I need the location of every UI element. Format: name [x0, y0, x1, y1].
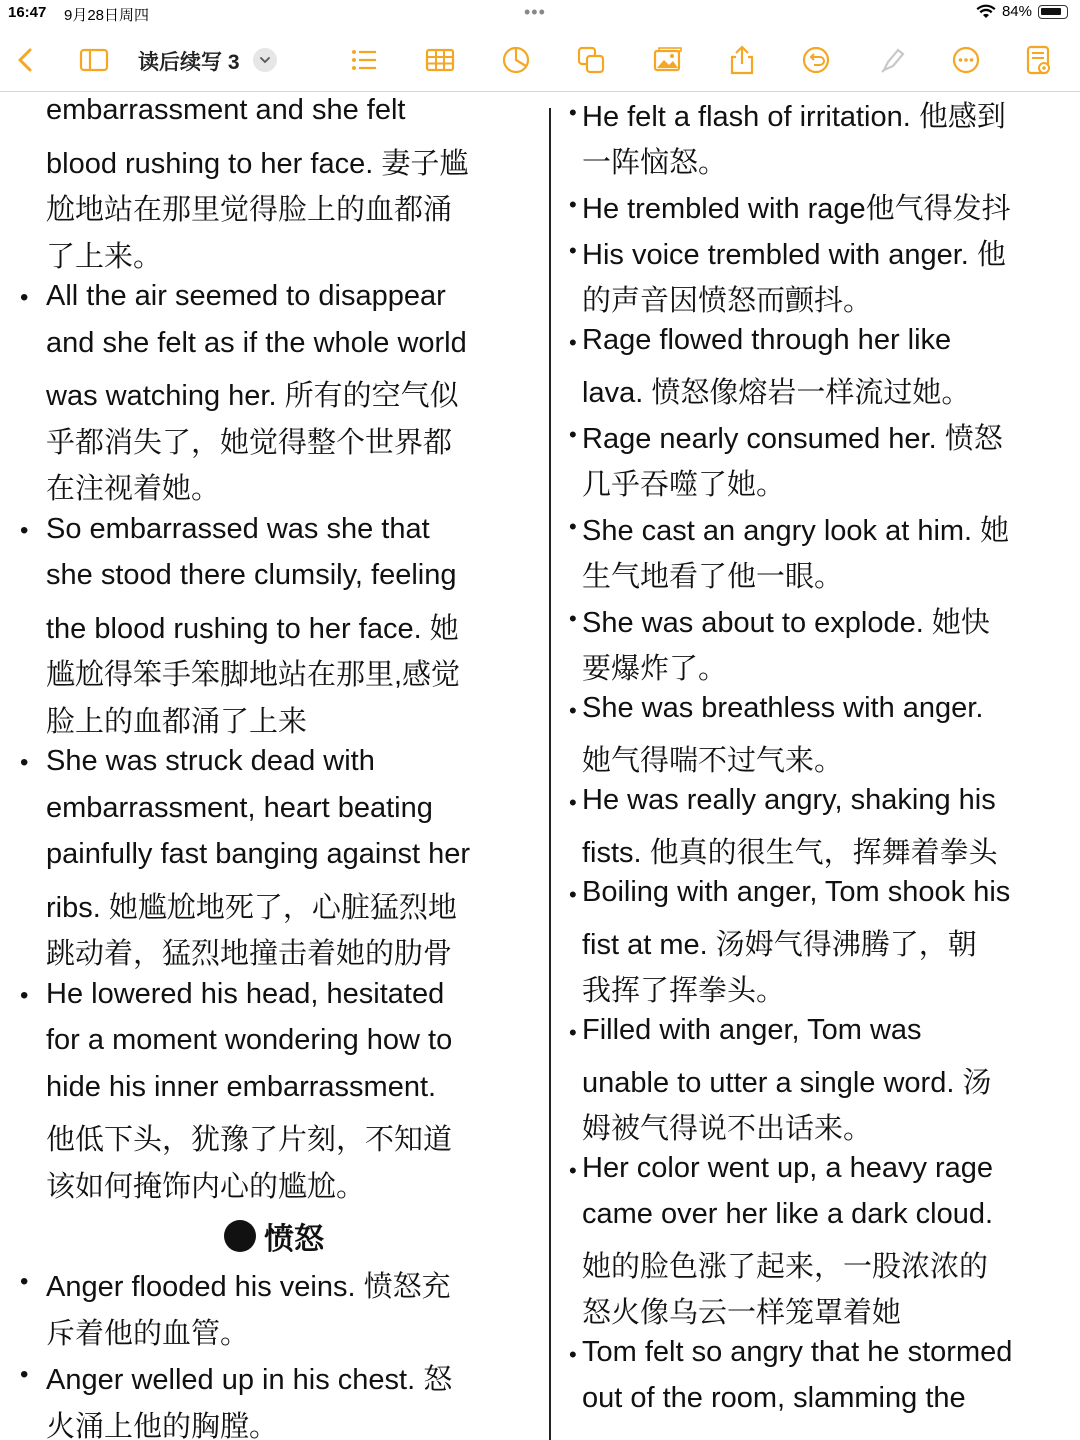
list-item-line: So embarrassed was she that: [46, 512, 430, 545]
list-item-line: she stood there clumsily, feeling: [46, 559, 457, 591]
share-icon[interactable]: [724, 42, 760, 78]
list-item-line: Rage nearly consumed her. 愤怒: [582, 423, 1003, 455]
bullet-point: •: [20, 1268, 29, 1295]
markup-pen-icon[interactable]: [874, 42, 910, 78]
status-right: [976, 3, 1068, 20]
bullet-point: •: [569, 1342, 577, 1367]
note-line: 了上来。: [46, 240, 163, 273]
checklist-icon[interactable]: [346, 42, 382, 78]
list-item-line: came over her like a dark cloud.: [582, 1198, 994, 1230]
status-bar: [0, 0, 1080, 28]
list-item-line: 他低下头，犹豫了片刻，不知道: [46, 1124, 453, 1156]
list-item-line: 的声音因愤怒而颤抖。: [582, 285, 873, 317]
list-item-line: He lowered his head, hesitated: [46, 977, 445, 1010]
list-item-line: fists. 他真的很生气，挥舞着拳头: [582, 837, 998, 869]
list-item-line: Tom felt so angry that he stormed: [582, 1336, 1013, 1368]
list-item-line: Her color went up, a heavy rage: [582, 1152, 994, 1184]
list-item-line: was watching her. 所有的空气似: [46, 380, 459, 412]
bullet-point: •: [569, 1158, 577, 1183]
bullet-point: •: [20, 981, 29, 1009]
left-column: [18, 92, 518, 1440]
black-circle-icon: [224, 1220, 256, 1252]
list-item-line: 脸上的血都涌了上来: [46, 705, 308, 738]
bullet-point: •: [569, 238, 577, 263]
bullet-point: •: [569, 100, 577, 125]
bullet-point: •: [569, 1020, 577, 1045]
list-item-line: 尴尬得笨手笨脚地站在那里,感觉: [46, 659, 461, 691]
bullet-point: •: [569, 790, 577, 815]
note-title[interactable]: 读后续写 3: [138, 51, 240, 74]
table-icon[interactable]: [422, 42, 458, 78]
list-item-line: 她的脸色涨了起来，一股浓浓的: [582, 1251, 989, 1283]
battery-icon: [1038, 5, 1068, 19]
note-line: embarrassment and she felt: [46, 94, 406, 126]
more-options-icon[interactable]: [948, 42, 984, 78]
list-item-line: out of the room, slamming the: [582, 1382, 966, 1414]
list-item-line: 在注视着她。: [46, 473, 221, 505]
list-item-line: 几乎吞噬了她。: [582, 469, 786, 501]
notes-toolbar: [0, 30, 1080, 92]
list-item-line: painfully fast banging against her: [46, 838, 471, 870]
list-item-line: 要爆炸了。: [582, 653, 728, 685]
list-item-line: 跳动着，猛烈地撞击着她的肋骨: [46, 938, 453, 970]
list-item-line: She was struck dead with: [46, 745, 375, 777]
list-item-line: His voice trembled with anger. 他: [582, 239, 1006, 271]
list-item-line: and she felt as if the whole world: [46, 326, 467, 359]
list-item-line: Boiling with anger, Tom shook his: [582, 876, 1011, 908]
list-item-line: Anger welled up in his chest. 怒: [46, 1364, 453, 1396]
column-divider: [549, 108, 551, 1440]
list-item-line: He trembled with rage他气得发抖: [582, 193, 1011, 225]
multitasking-dots-icon[interactable]: •••: [524, 2, 546, 22]
bullet-point: •: [20, 284, 29, 311]
list-item-line: ribs. 她尴尬地死了，心脏猛烈地: [46, 891, 457, 924]
bullet-point: •: [569, 882, 577, 907]
list-item-line: embarrassment, heart beating: [46, 791, 433, 824]
battery-percent: 84%: [1001, 3, 1032, 20]
bullet-point: •: [20, 516, 29, 544]
list-item-line: lava. 愤怒像熔岩一样流过她。: [582, 377, 971, 409]
list-item-line: Anger flooded his veins. 愤怒充: [46, 1271, 451, 1303]
list-item-line: for a moment wondering how to: [46, 1024, 453, 1056]
list-item-line: hide his inner embarrassment.: [46, 1070, 437, 1103]
list-item-line: 她气得喘不过气来。: [582, 745, 844, 777]
list-item-line: He was really angry, shaking his: [582, 784, 996, 816]
list-item-line: 怒火像乌云一样笼罩着她: [582, 1297, 902, 1329]
list-item-line: 生气地看了他一眼。: [582, 561, 844, 593]
list-item-line: 姆被气得说不出话来。: [582, 1113, 873, 1145]
list-item-line: She cast an angry look at him. 她: [582, 515, 1010, 547]
bullet-point: •: [569, 192, 577, 217]
list-item-line: 该如何掩饰内心的尴尬。: [46, 1170, 366, 1203]
right-column: [562, 92, 1062, 1440]
undo-icon[interactable]: [798, 42, 834, 78]
bullet-point: •: [20, 749, 29, 776]
list-item-line: Rage flowed through her like: [582, 324, 952, 356]
bullet-point: •: [20, 1361, 29, 1388]
list-item-line: 我挥了挥拳头。: [582, 975, 786, 1007]
title-chevron-down-icon[interactable]: [253, 48, 277, 72]
list-item-line: 火涌上他的胸膛。: [46, 1410, 279, 1440]
wifi-icon: [976, 4, 996, 20]
list-item-line: 乎都消失了，她觉得整个世界都: [46, 426, 453, 459]
compose-note-icon[interactable]: [1020, 42, 1056, 78]
list-item-line: She was about to explode. 她快: [582, 607, 990, 639]
note-line: blood rushing to her face. 妻子尴: [46, 147, 469, 180]
list-item-line: He felt a flash of irritation. 他感到: [582, 101, 1006, 133]
sidebar-toggle-icon[interactable]: [76, 42, 112, 78]
bullet-point: •: [569, 698, 577, 723]
list-item-line: fist at me. 汤姆气得沸腾了，朝: [582, 929, 977, 961]
bullet-point: •: [569, 330, 577, 355]
bullet-point: •: [569, 422, 577, 447]
back-chevron-icon[interactable]: [8, 42, 44, 78]
section-heading-text: 愤怒: [264, 1223, 324, 1256]
photo-gallery-icon[interactable]: [650, 42, 686, 78]
chart-pie-icon[interactable]: [498, 42, 534, 78]
bullet-point: •: [569, 606, 577, 631]
list-item-line: Filled with anger, Tom was: [582, 1014, 922, 1046]
list-item-line: 斥着他的血管。: [46, 1317, 250, 1350]
status-time: 16:47: [8, 4, 47, 21]
list-item-line: She was breathless with anger.: [582, 692, 984, 724]
status-date: 9月28日周四: [64, 7, 150, 24]
list-item-line: All the air seemed to disappear: [46, 280, 446, 312]
shapes-icon[interactable]: [573, 42, 609, 78]
list-item-line: the blood rushing to her face. 她: [46, 612, 459, 645]
list-item-line: 一阵恼怒。: [582, 147, 728, 179]
note-line: 尬地站在那里觉得脸上的血都涌: [46, 194, 453, 226]
section-heading: [224, 1214, 324, 1258]
list-item-line: unable to utter a single word. 汤: [582, 1067, 992, 1099]
bullet-point: •: [569, 514, 577, 539]
